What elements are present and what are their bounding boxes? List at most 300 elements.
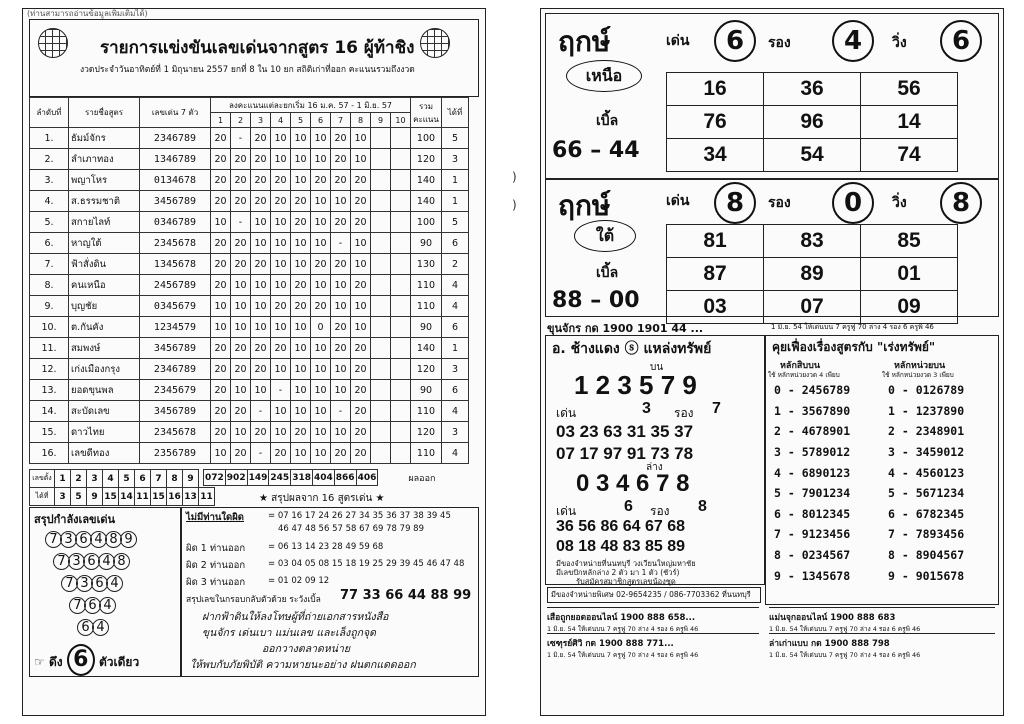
- formula-name: ต.กันคัง: [69, 317, 140, 338]
- lead-numbers: 1346789: [140, 149, 211, 170]
- table-row: [30, 338, 469, 359]
- grid-number: 83: [764, 225, 861, 258]
- summary-star: ★ สรุปผลจาก 16 สูตรเด่น ★: [259, 493, 385, 504]
- round-total: 072: [204, 470, 226, 486]
- bottom-digits: 0 3 4 6 7 8: [576, 470, 690, 497]
- total-score: 100: [411, 212, 442, 233]
- section2-title: อ. ช้างแดง ⓢ แหล่งทรัพย์: [552, 341, 712, 357]
- north-lead: 6: [714, 20, 756, 62]
- table-row: [30, 359, 469, 380]
- foot-2-title: เซฑุรย์ศิวิ กด 1900 888 771...: [547, 639, 674, 649]
- single-suffix: ตัวเดียว: [98, 655, 140, 669]
- round-score: -: [271, 380, 291, 401]
- round-score: [391, 170, 411, 191]
- round-number: 2: [231, 113, 251, 128]
- digit-cell: 1: [55, 470, 71, 488]
- round-score: 20: [351, 401, 371, 422]
- round-score: 10: [311, 338, 331, 359]
- circled-digit: 7: [45, 531, 62, 548]
- round-score: 20: [311, 254, 331, 275]
- formula-a-table: [766, 380, 850, 586]
- round-score: 10: [331, 359, 351, 380]
- section3-title: คุยเฟื่องเรื่องสูตรกับ "เร่งทรัพย์": [772, 340, 936, 354]
- round-score: 20: [231, 338, 251, 359]
- circled-digit: 4: [106, 575, 123, 592]
- round-score: -: [331, 401, 351, 422]
- round-score: 10: [211, 317, 231, 338]
- wrong2-nums: = 03 04 05 08 15 18 19 25 29 39 45 46 47 48: [268, 559, 465, 569]
- grid-number: 89: [764, 258, 861, 291]
- round-totals-end: ผลออก: [408, 473, 436, 484]
- total-score: 110: [411, 443, 442, 464]
- single-digit: 6: [67, 644, 95, 676]
- table-row: [30, 380, 469, 401]
- round-score: 20: [231, 191, 251, 212]
- conclusion-label: สรุปเลขในกรอบกลับตัวด้วย ระวังเบิ้ล: [186, 595, 321, 605]
- north-number-grid: [666, 72, 958, 172]
- round-score: [371, 170, 391, 191]
- foot-2-note: 1 มิ.ย. 54 ให้เด่นบน 7 ครูฟู 70 ล่าง 4 รอง 6 ครูพิ 46: [547, 651, 699, 659]
- formula-row: [880, 421, 964, 442]
- power-row: [70, 594, 115, 614]
- round-score: -: [251, 401, 271, 422]
- circled-digit: 6: [84, 597, 101, 614]
- formula-row: [880, 545, 964, 566]
- formula-row: [880, 401, 964, 422]
- formula-row: [766, 380, 850, 401]
- round-score: 20: [211, 401, 231, 422]
- digit-cell: 9: [183, 470, 199, 488]
- lead-numbers: 2346789: [140, 128, 211, 149]
- round-score: 10: [211, 212, 231, 233]
- rank: 8.: [30, 275, 69, 296]
- round-score: 20: [331, 443, 351, 464]
- table-row: [30, 275, 469, 296]
- ad-line-1: มีของจำหน่ายที่นนทบุรี วงเวียนใหญ่มหาชัย: [556, 559, 696, 568]
- rank: 11.: [30, 338, 69, 359]
- digit-cell: 8: [167, 470, 183, 488]
- foot-1-note: 1 มิ.ย. 54 ให้เด่นบน 7 ครูฟู 70 ล่าง 4 รอง 6 ครูพิ 46: [547, 625, 699, 633]
- round-score: [391, 359, 411, 380]
- circled-digit: 4: [92, 619, 109, 636]
- ad-line-2: มีเลขปักหลักล่าง 2 ตัว มา 1 ตัว (ชัวร์): [556, 568, 680, 577]
- rank-hits: 6: [442, 233, 469, 254]
- north-run: 6: [940, 20, 982, 62]
- chang-daeng-block: [545, 335, 765, 585]
- total-score: 90: [411, 380, 442, 401]
- round-score: 20: [331, 254, 351, 275]
- round-total: 149: [247, 470, 269, 486]
- count-cell: 11: [199, 488, 215, 506]
- formula-row: [880, 380, 964, 401]
- formula-row: [766, 442, 850, 463]
- binding-mark: ): [512, 198, 517, 212]
- round-score: 10: [231, 317, 251, 338]
- formula-name: ยอดขุนพล: [69, 380, 140, 401]
- round-score: 10: [291, 359, 311, 380]
- grid-number: 34: [667, 139, 764, 172]
- round-score: [391, 401, 411, 422]
- single-label: ดึง: [48, 655, 63, 669]
- round-score: 10: [291, 380, 311, 401]
- right-page: [540, 8, 1004, 716]
- round-score: 20: [211, 170, 231, 191]
- round-score: 10: [231, 296, 251, 317]
- north-second: 4: [832, 20, 874, 62]
- lead-numbers: 2356789: [140, 443, 211, 464]
- table-row: [30, 401, 469, 422]
- count-cell: 16: [167, 488, 183, 506]
- round-score: [391, 191, 411, 212]
- round-total: 902: [225, 470, 247, 486]
- south-double-label: เบิ้ล: [596, 265, 619, 281]
- wrong1-label: ผิด 1 ท่านออก: [186, 543, 246, 554]
- rank-hits: 4: [442, 401, 469, 422]
- phone-note: 1 มิ.ย. 54 ให้เด่นบน 7 ครูฟู 70 ล่าง 4 รอง 6 ครูพิ 46: [771, 323, 934, 331]
- round-score: 10: [351, 128, 371, 149]
- foot-4-title: ล่าเก่าแบบ กด 1900 888 798: [769, 639, 890, 649]
- round-score: 20: [331, 212, 351, 233]
- total-score: 140: [411, 170, 442, 191]
- round-score: 20: [291, 191, 311, 212]
- total-score: 120: [411, 422, 442, 443]
- round-score: 10: [271, 233, 291, 254]
- round-number: 10: [391, 113, 411, 128]
- ad-line-4: มีของจำหน่ายพิเศษ 02-9654235 / 086-7703362 ที่นนทบุรี: [547, 587, 761, 603]
- north-block: [545, 13, 999, 179]
- round-number: 3: [251, 113, 271, 128]
- lead-numbers: 0346789: [140, 212, 211, 233]
- lead-numbers: 3456789: [140, 191, 211, 212]
- formula-value: 3 - 5789012: [774, 445, 851, 460]
- formula-row: [880, 442, 964, 463]
- count-cell: 14: [119, 488, 135, 506]
- round-score: [391, 443, 411, 464]
- round-score: 10: [331, 191, 351, 212]
- round-score: 10: [311, 233, 331, 254]
- round-score: 20: [291, 212, 311, 233]
- north-second-label: รอง: [768, 35, 791, 51]
- round-score: 20: [351, 380, 371, 401]
- formula-value: 2 - 2348901: [888, 424, 965, 439]
- round-score: 10: [271, 212, 291, 233]
- grid-number: 85: [861, 225, 958, 258]
- rank-hits: 6: [442, 317, 469, 338]
- round-score: 10: [331, 422, 351, 443]
- round-score: [371, 254, 391, 275]
- table-row: [30, 212, 469, 233]
- table-row: [30, 149, 469, 170]
- grid-row: [667, 291, 958, 324]
- round-score: 10: [291, 317, 311, 338]
- round-score: 20: [231, 170, 251, 191]
- grid-number: 54: [764, 139, 861, 172]
- round-score: 20: [211, 422, 231, 443]
- round-score: [371, 275, 391, 296]
- formula-value: 5 - 5671234: [888, 486, 965, 501]
- formula-row: [880, 483, 964, 504]
- rank-hits: 1: [442, 170, 469, 191]
- grid-number: 03: [667, 291, 764, 324]
- round-score: 20: [311, 296, 331, 317]
- formula-name: บุญชัย: [69, 296, 140, 317]
- digit-cell: 5: [119, 470, 135, 488]
- round-score: 20: [211, 128, 231, 149]
- round-number: 5: [291, 113, 311, 128]
- circled-digit: 4: [90, 531, 107, 548]
- round-score: 20: [351, 359, 371, 380]
- formula-value: 4 - 4560123: [888, 465, 965, 480]
- lead-numbers: 2346789: [140, 359, 211, 380]
- north-double-label: เบิ้ล: [596, 113, 619, 129]
- north-run-label: วิ่ง: [892, 35, 907, 51]
- script-line-2: ขุนจักร เด่นเบา แม่นเลข และเล็งถูกจุด: [202, 627, 376, 639]
- count-cell: 13: [183, 488, 199, 506]
- rank: 2.: [30, 149, 69, 170]
- rank: 14.: [30, 401, 69, 422]
- circled-digit: 4: [99, 597, 116, 614]
- formula-name: พญาโหร: [69, 170, 140, 191]
- round-score: -: [331, 233, 351, 254]
- grid-row: [667, 139, 958, 172]
- circled-digit: 8: [105, 531, 122, 548]
- bottom-lead-label: เด่น: [556, 504, 577, 518]
- formula-value: 1 - 3567890: [774, 403, 851, 418]
- round-score: 10: [271, 149, 291, 170]
- table-row: [30, 443, 469, 464]
- col-rank: ลำดับที่: [30, 98, 69, 128]
- circled-digit: 7: [69, 597, 86, 614]
- round-score: 20: [211, 254, 231, 275]
- power-title: สรุปกำลังเลขเด่น: [34, 513, 115, 526]
- rank: 13.: [30, 380, 69, 401]
- rank: 5.: [30, 212, 69, 233]
- formula-name: ลำเภาทอง: [69, 149, 140, 170]
- grid-number: 81: [667, 225, 764, 258]
- total-score: 90: [411, 317, 442, 338]
- south-run-label: วิ่ง: [892, 195, 907, 211]
- round-score: [391, 275, 411, 296]
- grid-number: 01: [861, 258, 958, 291]
- round-score: 10: [211, 443, 231, 464]
- formula-value: 7 - 9123456: [774, 527, 851, 542]
- round-score: -: [231, 128, 251, 149]
- formula-name: สกายไลท์: [69, 212, 140, 233]
- round-total: 404: [312, 470, 334, 486]
- round-score: 20: [351, 338, 371, 359]
- power-row: [46, 528, 136, 548]
- rank: 6.: [30, 233, 69, 254]
- circled-digit: 7: [53, 553, 70, 570]
- globe-icon: [420, 28, 450, 58]
- bottom-pairs-1: 36 56 86 64 67 68: [556, 518, 686, 535]
- foot-1: [547, 607, 759, 634]
- total-score: 110: [411, 401, 442, 422]
- round-number: 8: [351, 113, 371, 128]
- top-lead: 3: [642, 400, 651, 417]
- round-score: 10: [291, 443, 311, 464]
- south-region: ใต้: [574, 220, 636, 252]
- round-score: 20: [211, 233, 231, 254]
- south-second: 0: [832, 182, 874, 224]
- round-score: 10: [331, 275, 351, 296]
- round-score: 10: [311, 359, 331, 380]
- round-score: [371, 128, 391, 149]
- round-score: 20: [231, 443, 251, 464]
- round-score: 10: [311, 191, 331, 212]
- round-score: [391, 317, 411, 338]
- formula-value: 9 - 1345678: [774, 568, 851, 583]
- phone-line: ขุนจักร กด 1900 1901 44 ...: [547, 322, 704, 335]
- formula-value: 1 - 1237890: [888, 403, 965, 418]
- circled-digit: 6: [75, 531, 92, 548]
- formula-row: [766, 565, 850, 586]
- grid-number: 74: [861, 139, 958, 172]
- bottom-lead: 6: [624, 498, 633, 515]
- formula-row: [880, 524, 964, 545]
- round-score: 20: [251, 128, 271, 149]
- south-second-label: รอง: [768, 195, 791, 211]
- formula-b-table: [880, 380, 964, 586]
- formula-value: 6 - 8012345: [774, 506, 851, 521]
- round-score: 10: [231, 422, 251, 443]
- round-score: 10: [251, 233, 271, 254]
- round-score: [371, 233, 391, 254]
- foot-1-title: เสือถูกยอดออนไลน์ 1900 888 658...: [547, 613, 696, 623]
- round-number: 4: [271, 113, 291, 128]
- formula-value: 7 - 7893456: [888, 527, 965, 542]
- grid-number: 96: [764, 106, 861, 139]
- grid-number: 09: [861, 291, 958, 324]
- rank: 10.: [30, 317, 69, 338]
- round-score: 20: [291, 422, 311, 443]
- round-score: [371, 338, 391, 359]
- rank: 16.: [30, 443, 69, 464]
- lead-numbers: 0134678: [140, 170, 211, 191]
- round-score: 20: [251, 191, 271, 212]
- foot-3: [769, 607, 995, 634]
- top-pairs-1: 03 23 63 31 35 37: [556, 422, 694, 441]
- digit-cell: 3: [87, 470, 103, 488]
- round-score: 10: [351, 254, 371, 275]
- formula-row: [766, 462, 850, 483]
- south-lead: 8: [714, 182, 756, 224]
- digit-cell: 6: [135, 470, 151, 488]
- formula-name: ธัมม์จักร: [69, 128, 140, 149]
- single-digit-line: [34, 644, 139, 676]
- north-region: เหนือ: [566, 60, 642, 92]
- round-score: 20: [271, 191, 291, 212]
- round-score: 10: [211, 296, 231, 317]
- header-note: (ท่านสามารถอ่านข้อมูลเพิ่มเติมได้): [27, 9, 148, 18]
- round-score: 10: [311, 212, 331, 233]
- round-score: 10: [271, 359, 291, 380]
- round-number: 7: [331, 113, 351, 128]
- round-score: 20: [251, 254, 271, 275]
- grid-number: 76: [667, 106, 764, 139]
- title-box: [29, 19, 479, 97]
- total-score: 120: [411, 149, 442, 170]
- lead-numbers: 3456789: [140, 401, 211, 422]
- round-score: 0: [311, 317, 331, 338]
- top-pairs-2: 07 17 97 91 73 78: [556, 444, 694, 463]
- table-row: [30, 254, 469, 275]
- digit-cell: 4: [103, 470, 119, 488]
- script-line-3: ออกวางตลาดหน่าย: [262, 643, 351, 655]
- top-lead-label: เด่น: [556, 406, 577, 420]
- round-score: [391, 149, 411, 170]
- rank-hits: 4: [442, 443, 469, 464]
- top-digits: 1 2 3 5 7 9: [574, 370, 697, 400]
- round-score: [371, 191, 391, 212]
- round-score: [391, 254, 411, 275]
- script-line-4: ให้พบกับภัยพิบัติ ความหายนะอย่าง ฝนตกแดดออก: [190, 659, 416, 671]
- circled-digit: 6: [91, 575, 108, 592]
- lead-numbers: 2456789: [140, 275, 211, 296]
- round-score: 10: [251, 296, 271, 317]
- round-score: 20: [351, 275, 371, 296]
- rank: 15.: [30, 422, 69, 443]
- round-score: 10: [271, 128, 291, 149]
- round-score: [391, 212, 411, 233]
- total-score: 140: [411, 191, 442, 212]
- lead-numbers: 3456789: [140, 338, 211, 359]
- round-total: 866: [334, 470, 356, 486]
- foot-3-note: 1 มิ.ย. 54 ให้เด่นบน 7 ครูฟู 70 ล่าง 4 รอง 6 ครูพิ 46: [769, 625, 921, 633]
- formula-name: ฟ้าสั่งดิน: [69, 254, 140, 275]
- round-score: 10: [311, 149, 331, 170]
- round-score: 20: [351, 422, 371, 443]
- rank: 1.: [30, 128, 69, 149]
- table-row: [30, 128, 469, 149]
- round-score: 10: [251, 275, 271, 296]
- round-number: 1: [211, 113, 231, 128]
- round-score: 10: [311, 422, 331, 443]
- formula-value: 0 - 0126789: [888, 383, 965, 398]
- grid-number: 56: [861, 73, 958, 106]
- total-score: 140: [411, 338, 442, 359]
- rank-hits: 3: [442, 149, 469, 170]
- round-score: [371, 443, 391, 464]
- foot-4-note: 1 มิ.ย. 54 ให้เด่นบน 7 ครูฟู 70 ล่าง 4 รอง 6 ครูพิ 46: [769, 651, 921, 659]
- round-score: 20: [231, 254, 251, 275]
- round-score: 20: [331, 317, 351, 338]
- south-number-grid: [666, 224, 958, 324]
- bottom-second: 8: [698, 498, 707, 515]
- round-score: [371, 380, 391, 401]
- round-score: -: [251, 443, 271, 464]
- formula-value: 8 - 8904567: [888, 548, 965, 563]
- round-score: [371, 422, 391, 443]
- lead-numbers: 0345679: [140, 296, 211, 317]
- round-score: 20: [351, 212, 371, 233]
- round-score: 20: [311, 170, 331, 191]
- round-score: 10: [291, 128, 311, 149]
- rank-hits: 3: [442, 422, 469, 443]
- top-second: 7: [712, 400, 721, 417]
- circled-digit: 9: [120, 531, 137, 548]
- grid-row: [667, 106, 958, 139]
- col-numbers: เลขเด่น 7 ตัว: [140, 98, 211, 128]
- col-a-title: หลักสิบบน: [780, 361, 820, 371]
- count-cell: 15: [151, 488, 167, 506]
- round-score: 10: [271, 275, 291, 296]
- rank-hits: 4: [442, 296, 469, 317]
- round-score: 10: [351, 317, 371, 338]
- digit-count-table: [29, 469, 215, 506]
- round-score: 10: [311, 401, 331, 422]
- score-table: [29, 97, 469, 464]
